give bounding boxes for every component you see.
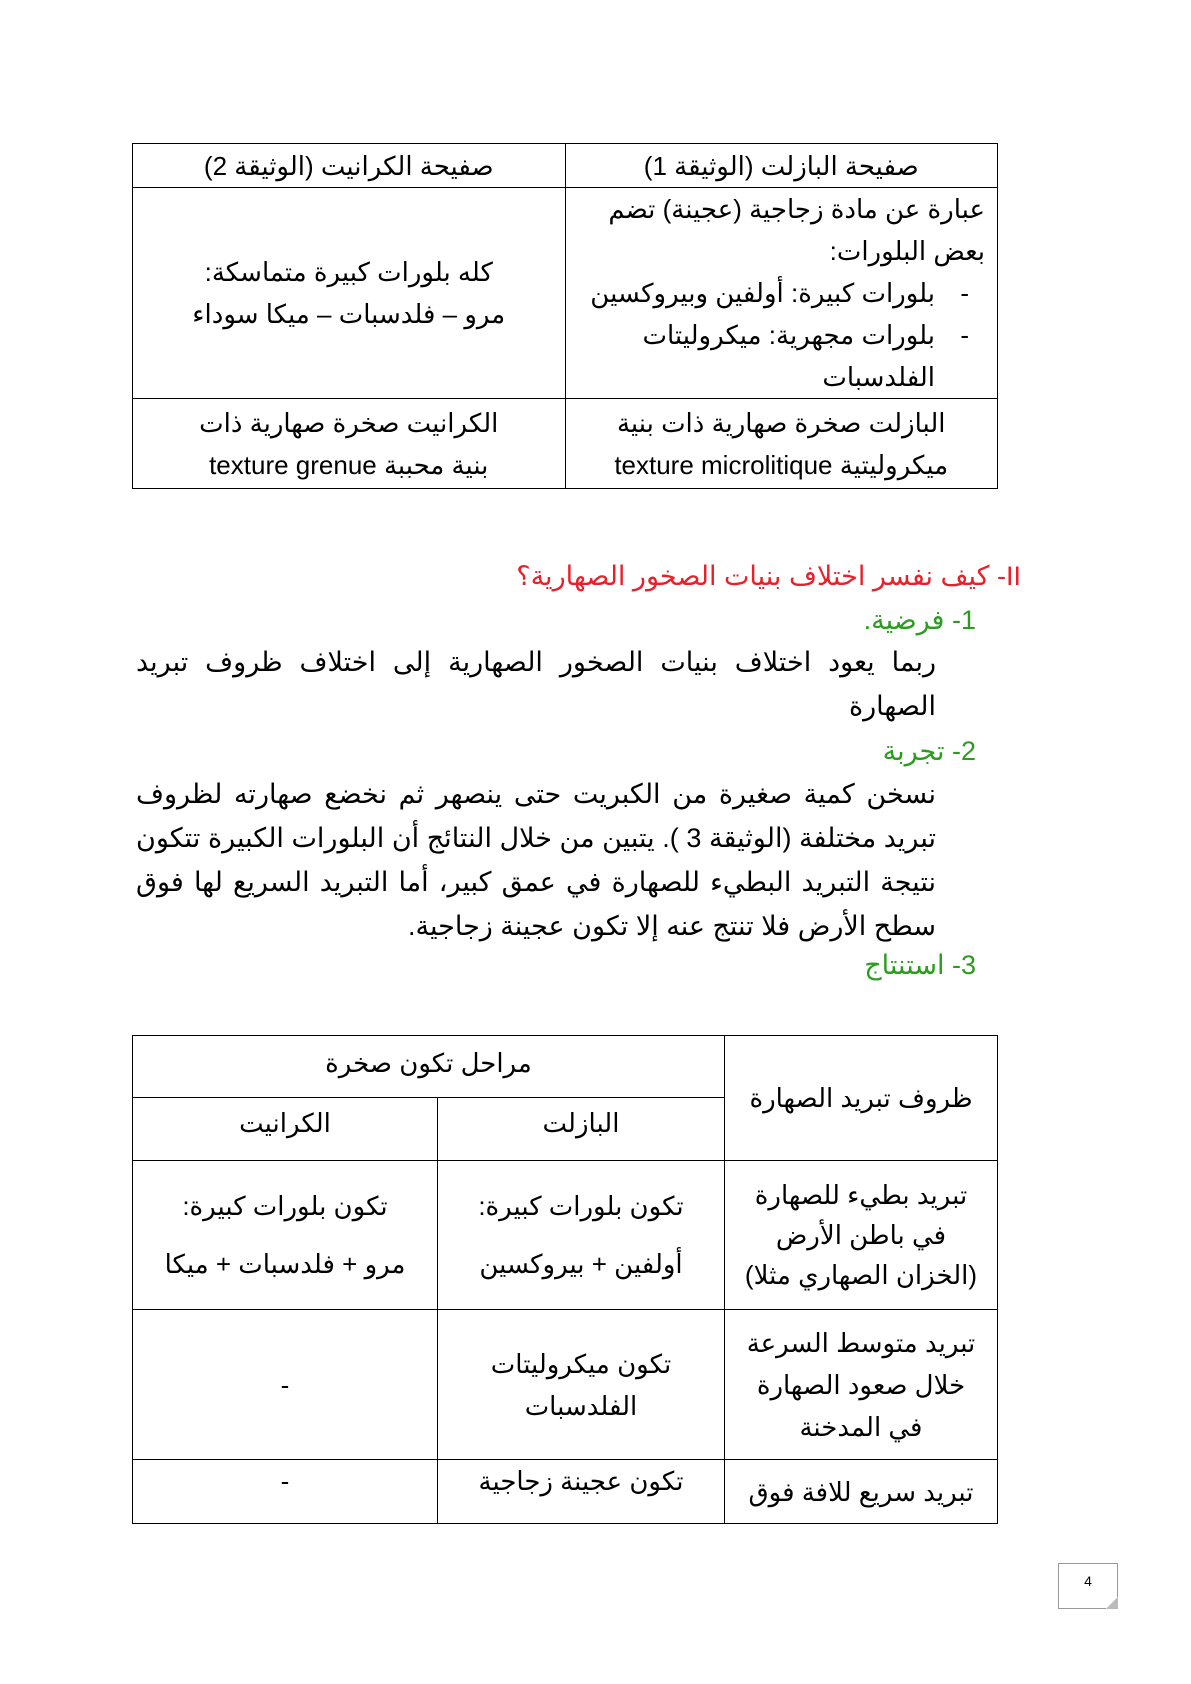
granite-slow-line2: مرو + فلدسبات + ميكا — [164, 1249, 406, 1279]
hypothesis-title: 1- فرضية. — [863, 605, 976, 635]
granite-line1: كله بلورات كبيرة متماسكة: — [204, 257, 493, 287]
cooling-conditions-table — [132, 1035, 998, 1524]
header-granite: صفيحة الكرانيت (الوثيقة 2) — [133, 144, 566, 188]
basalt-fast: تكون عجينة زجاجية — [438, 1460, 725, 1524]
granite-slow-line1: تكون بلورات كبيرة: — [182, 1191, 388, 1221]
basalt-slow-line2: أولفين + بيروكسين — [479, 1249, 683, 1279]
list-item: - بلورات كبيرة: أولفين وبيروكسين — [578, 272, 970, 314]
basalt-medium — [438, 1310, 725, 1460]
rock-comparison-table — [132, 143, 998, 489]
granite-slow — [133, 1161, 438, 1310]
list-item: - بلورات مجهرية: ميكروليتات الفلدسبات — [578, 314, 970, 398]
granite-line2: مرو – فلدسبات – ميكا سوداء — [192, 299, 506, 329]
granite-conclusion — [133, 399, 566, 489]
section-title: II- كيف نفسر اختلاف بنيات الصخور الصهارية؟ — [516, 561, 1021, 591]
basalt-description — [565, 188, 998, 399]
granite-medium: - — [133, 1310, 438, 1460]
header-stages: مراحل تكون صخرة — [133, 1036, 725, 1098]
basalt-medium-line1: تكون ميكروليتات — [490, 1348, 672, 1379]
condition-medium: تبريد متوسط السرعة خلال صعود الصهارة في المدخنة — [725, 1310, 998, 1460]
condition-slow: تبريد بطيء للصهارة في باطن الأرض (الخزان الصهاري مثلا) — [725, 1161, 998, 1310]
experiment-text: نسخن كمية صغيرة من الكبريت حتى ينصهر ثم نخضع صهارته لظروف تبريد مختلفة (الوثيقة 3 ). يتبين من خلال النتائج أن البلورات الكبيرة تتكون نتيجة التبريد البطيء للصهارة في عمق كبير، أما التبريد السريع لها فوق سطح الأرض فلا تنتج عنه إلا تكون عجينة زجاجية. — [136, 779, 936, 941]
basalt-slow — [438, 1161, 725, 1310]
header-basalt: البازلت — [438, 1098, 725, 1161]
granite-description — [133, 188, 566, 399]
header-basalt: صفيحة البازلت (الوثيقة 1) — [565, 144, 998, 188]
page-number: 4 — [1058, 1563, 1118, 1609]
basalt-crystal-list — [578, 272, 986, 398]
basalt-conclusion-line2: ميكروليتية texture microlitique — [614, 449, 949, 480]
basalt-intro: عبارة عن مادة زجاجية (عجينة) تضم بعض البلورات: — [608, 194, 985, 266]
basalt-slow-line1: تكون بلورات كبيرة: — [478, 1191, 684, 1221]
conclusion-title: 3- استنتاج — [864, 950, 976, 980]
basalt-conclusion — [565, 399, 998, 489]
basalt-conclusion-line1: البازلت صخرة صهارية ذات بنية — [616, 407, 946, 438]
hypothesis-text: ربما يعود اختلاف بنيات الصخور الصهارية إلى اختلاف ظروف تبريد الصهارة — [136, 647, 936, 721]
granite-fast: - — [133, 1460, 438, 1524]
granite-conclusion-line1: الكرانيت صخرة صهارية ذات — [199, 407, 499, 438]
header-conditions: ظروف تبريد الصهارة — [725, 1036, 998, 1161]
granite-conclusion-line2: بنية محببة texture grenue — [209, 449, 489, 480]
experiment-title: 2- تجربة — [882, 736, 976, 766]
basalt-medium-line2: الفلدسبات — [524, 1390, 638, 1421]
condition-fast: تبريد سريع للافة فوق — [725, 1460, 998, 1524]
header-granite: الكرانيت — [133, 1098, 438, 1161]
